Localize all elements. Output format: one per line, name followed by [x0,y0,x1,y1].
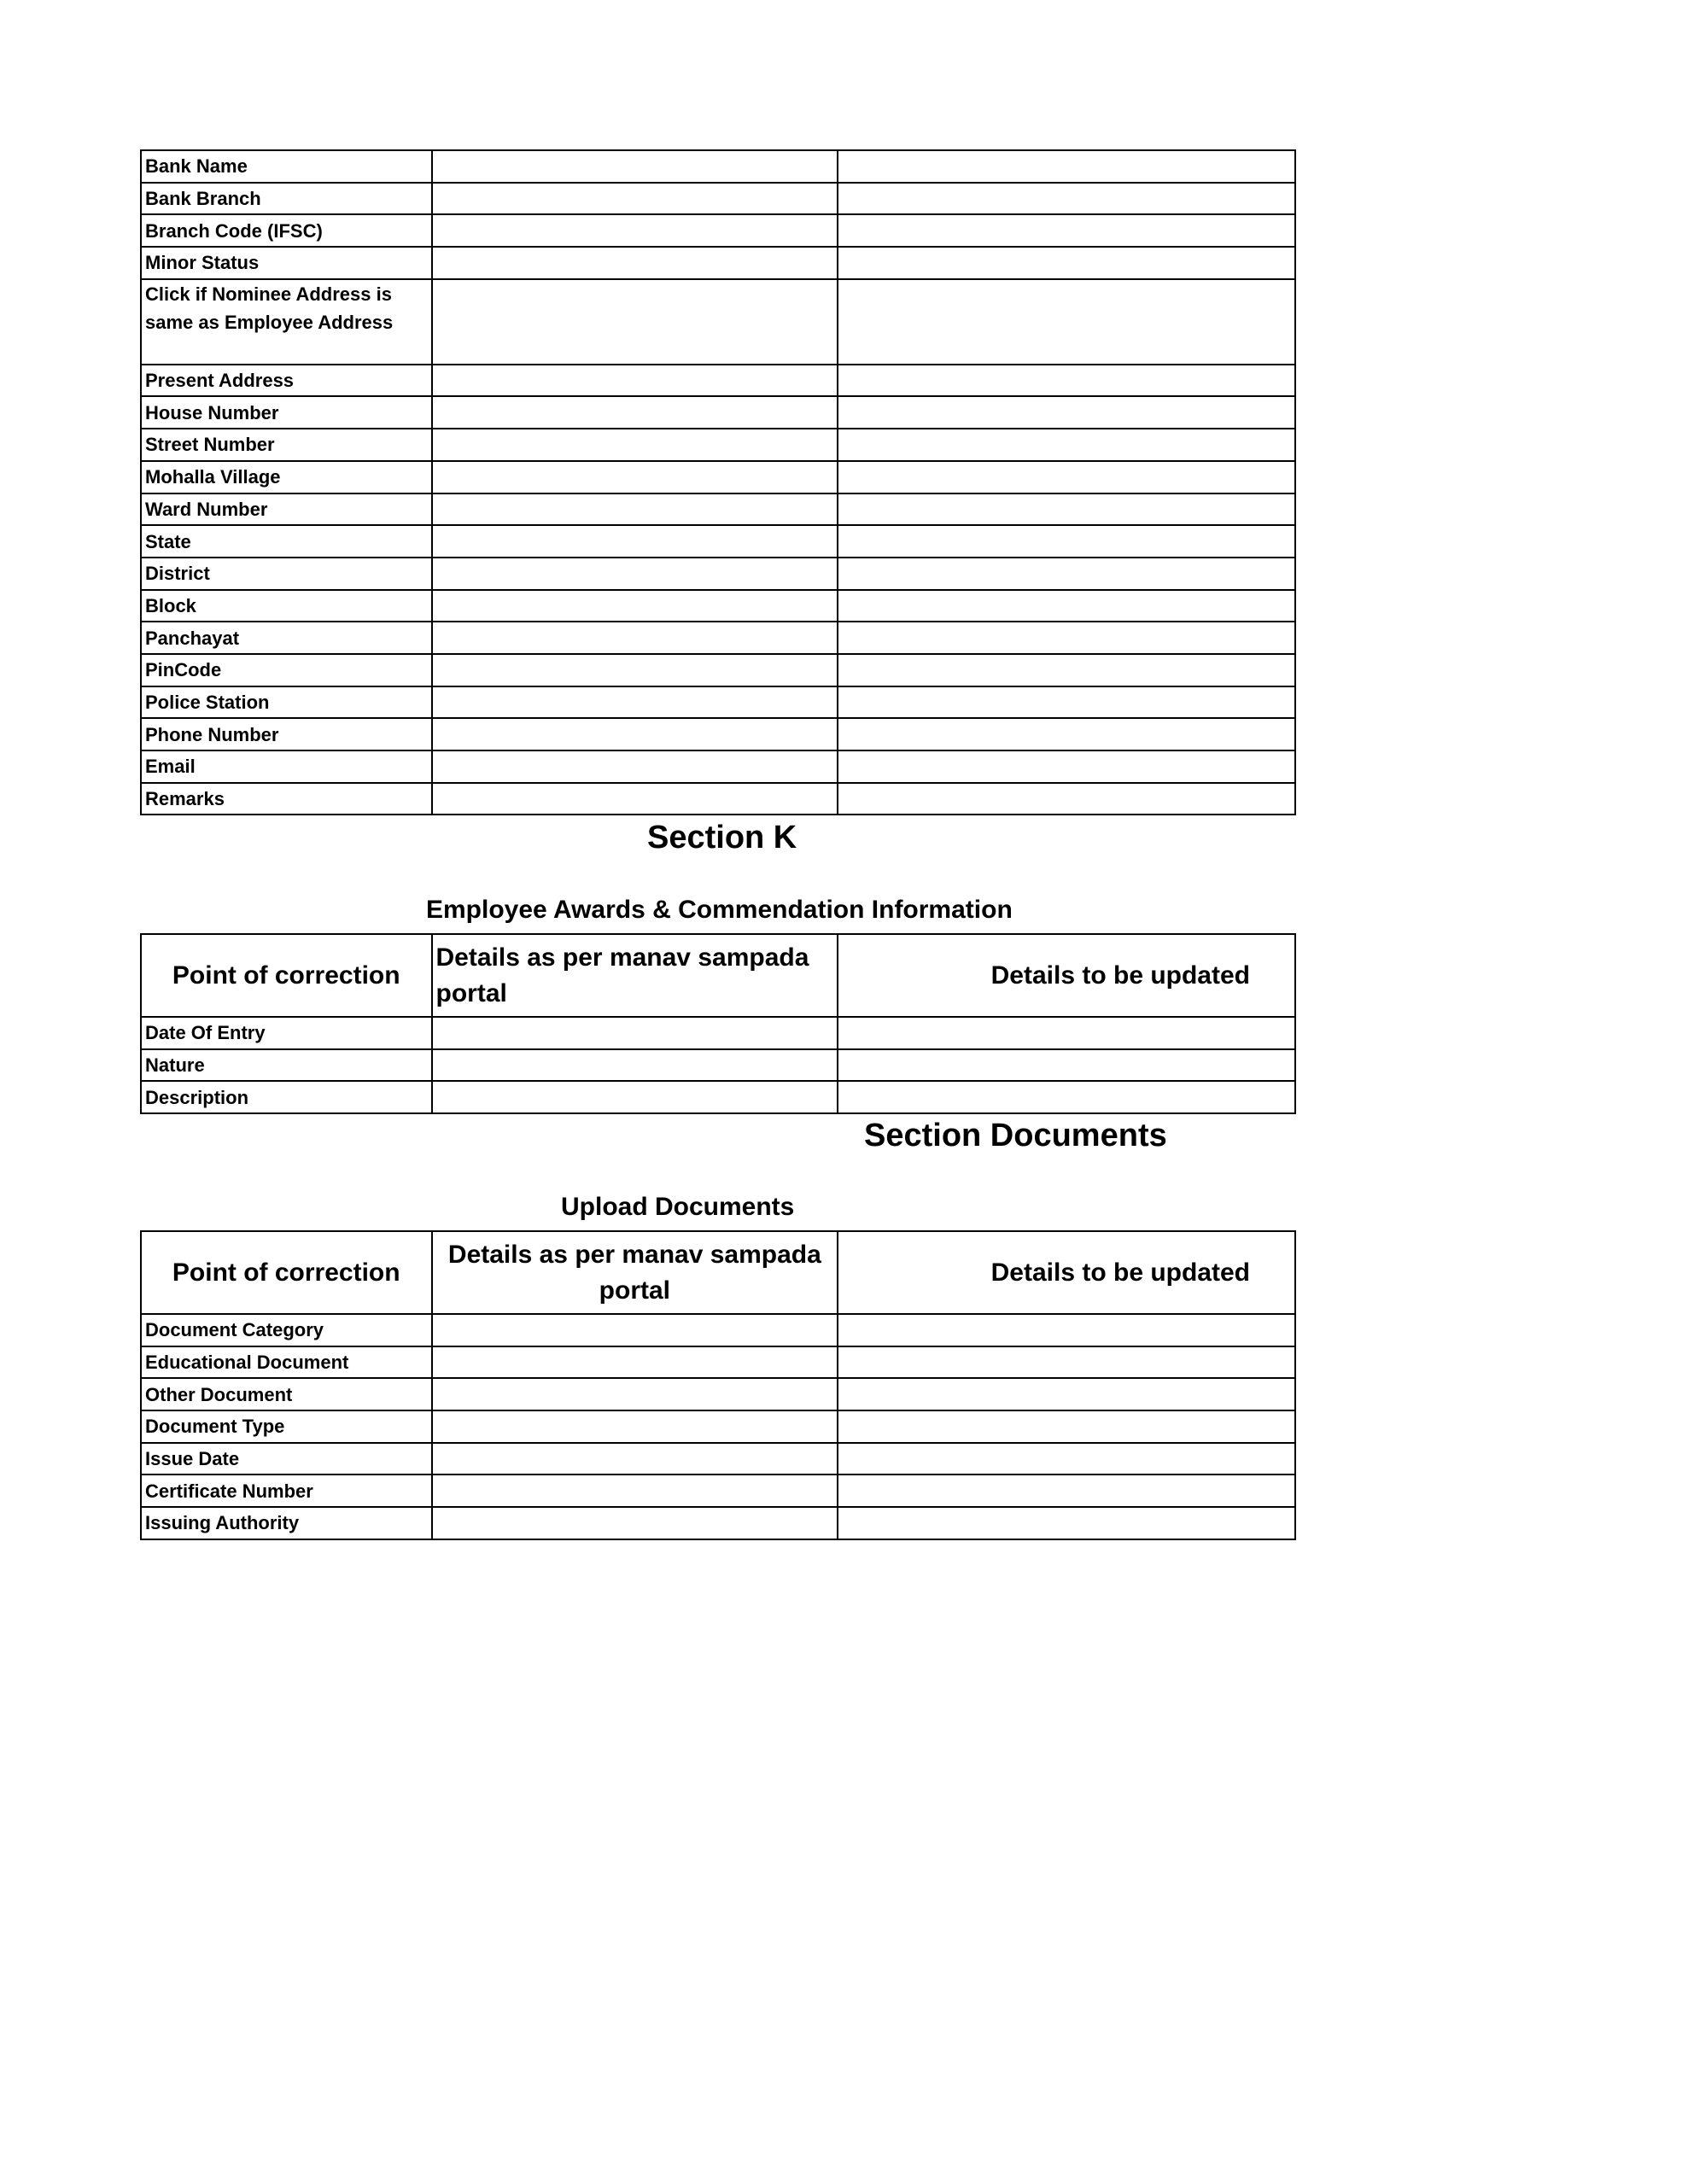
row-label-document-category: Document Category [141,1314,432,1346]
portal-value-cell [432,493,838,526]
row-label-educational-document: Educational Document [141,1346,432,1379]
table-row [141,1017,1295,1049]
update-value-cell[interactable] [838,525,1295,558]
table-row [141,279,1295,365]
row-label-phone-number: Phone Number [141,718,432,750]
update-value-cell[interactable] [838,1410,1295,1443]
row-label-remarks: Remarks [141,783,432,815]
row-label-email: Email [141,750,432,783]
header-point-of-correction: Point of correction [141,934,432,1017]
portal-value-cell [432,150,838,183]
table-row [141,1474,1295,1507]
row-label-certificate-number: Certificate Number [141,1474,432,1507]
update-value-cell[interactable] [838,150,1295,183]
documents-table [140,1230,1296,1540]
portal-value-cell [432,718,838,750]
portal-value-cell [432,783,838,815]
row-label-ward-number: Ward Number [141,493,432,526]
update-value-cell[interactable] [838,1081,1295,1113]
table-row [141,750,1295,783]
update-value-cell[interactable] [838,1346,1295,1379]
table-row [141,622,1295,654]
update-value-cell[interactable] [838,558,1295,590]
update-value-cell[interactable] [838,1314,1295,1346]
portal-value-cell [432,750,838,783]
row-label-bank-branch: Bank Branch [141,183,432,215]
header-manav-sampada: Details as per manav sampada portal [432,1231,838,1314]
table-row [141,1443,1295,1475]
row-label-block: Block [141,590,432,622]
portal-value-cell [432,1017,838,1049]
portal-value-cell [432,590,838,622]
table-row [141,1314,1295,1346]
table-header-row [141,934,1295,1017]
row-label-date-of-entry: Date Of Entry [141,1017,432,1049]
portal-value-cell [432,654,838,686]
table-row [141,247,1295,279]
table-row [141,150,1295,183]
update-value-cell[interactable] [838,1474,1295,1507]
update-value-cell[interactable] [838,1049,1295,1082]
row-label-nature: Nature [141,1049,432,1082]
nominee-details-table [140,149,1296,815]
table-row [141,1410,1295,1443]
table-row [141,1049,1295,1082]
portal-value-cell [432,1378,838,1410]
update-value-cell[interactable] [838,1017,1295,1049]
row-label-pincode: PinCode [141,654,432,686]
portal-value-cell [432,1081,838,1113]
section-documents-title: Section Documents [864,1118,1167,1153]
update-value-cell[interactable] [838,493,1295,526]
update-value-cell[interactable] [838,654,1295,686]
row-label-issuing-authority: Issuing Authority [141,1507,432,1539]
header-details-to-update: Details to be updated [838,934,1295,1017]
row-label-state: State [141,525,432,558]
portal-value-cell [432,1049,838,1082]
portal-value-cell [432,1507,838,1539]
update-value-cell[interactable] [838,214,1295,247]
update-value-cell[interactable] [838,461,1295,493]
table-row [141,654,1295,686]
portal-value-cell [432,622,838,654]
table-row [141,396,1295,429]
row-label-other-document: Other Document [141,1378,432,1410]
table-header-row [141,1231,1295,1314]
row-label-bank-name: Bank Name [141,150,432,183]
portal-value-cell [432,247,838,279]
row-label-same-address: Click if Nominee Address is same as Employee Address [141,279,432,365]
update-value-cell[interactable] [838,783,1295,815]
table-row [141,686,1295,719]
table-row [141,718,1295,750]
header-point-of-correction: Point of correction [141,1231,432,1314]
update-value-cell[interactable] [838,279,1295,365]
table-row [141,558,1295,590]
section-documents-subtitle: Upload Documents [561,1193,795,1221]
table-row [141,1081,1295,1113]
update-value-cell[interactable] [838,750,1295,783]
portal-value-cell [432,1443,838,1475]
portal-value-cell [432,279,838,365]
table-row [141,183,1295,215]
row-label-issue-date: Issue Date [141,1443,432,1475]
portal-value-cell [432,1474,838,1507]
row-label-mohalla-village: Mohalla Village [141,461,432,493]
row-label-district: District [141,558,432,590]
portal-value-cell [432,1314,838,1346]
row-label-description: Description [141,1081,432,1113]
update-value-cell[interactable] [838,1443,1295,1475]
table-row [141,1346,1295,1379]
update-value-cell[interactable] [838,622,1295,654]
row-label-police-station: Police Station [141,686,432,719]
portal-value-cell [432,686,838,719]
table-row [141,365,1295,397]
row-label-panchayat: Panchayat [141,622,432,654]
update-value-cell[interactable] [838,686,1295,719]
table-row [141,1507,1295,1539]
header-manav-sampada: Details as per manav sampada portal [432,934,838,1017]
section-k-subtitle: Employee Awards & Commendation Information [426,896,1013,924]
row-label-house-number: House Number [141,396,432,429]
portal-value-cell [432,1410,838,1443]
header-details-to-update: Details to be updated [838,1231,1295,1314]
update-value-cell[interactable] [838,429,1295,461]
update-value-cell[interactable] [838,1378,1295,1410]
update-value-cell[interactable] [838,1507,1295,1539]
portal-value-cell [432,429,838,461]
table-row [141,461,1295,493]
row-label-street-number: Street Number [141,429,432,461]
row-label-present-address: Present Address [141,365,432,397]
table-row [141,1378,1295,1410]
table-row [141,590,1295,622]
row-label-minor-status: Minor Status [141,247,432,279]
portal-value-cell [432,461,838,493]
portal-value-cell [432,214,838,247]
update-value-cell[interactable] [838,396,1295,429]
update-value-cell[interactable] [838,718,1295,750]
table-row [141,214,1295,247]
table-row [141,493,1295,526]
portal-value-cell [432,396,838,429]
table-row [141,429,1295,461]
update-value-cell[interactable] [838,183,1295,215]
update-value-cell[interactable] [838,247,1295,279]
section-k-title: Section K [647,820,797,855]
portal-value-cell [432,183,838,215]
table-row [141,783,1295,815]
update-value-cell[interactable] [838,590,1295,622]
portal-value-cell [432,1346,838,1379]
portal-value-cell [432,558,838,590]
row-label-document-type: Document Type [141,1410,432,1443]
table-row [141,525,1295,558]
update-value-cell[interactable] [838,365,1295,397]
portal-value-cell [432,525,838,558]
awards-table [140,933,1296,1114]
portal-value-cell [432,365,838,397]
row-label-branch-code: Branch Code (IFSC) [141,214,432,247]
